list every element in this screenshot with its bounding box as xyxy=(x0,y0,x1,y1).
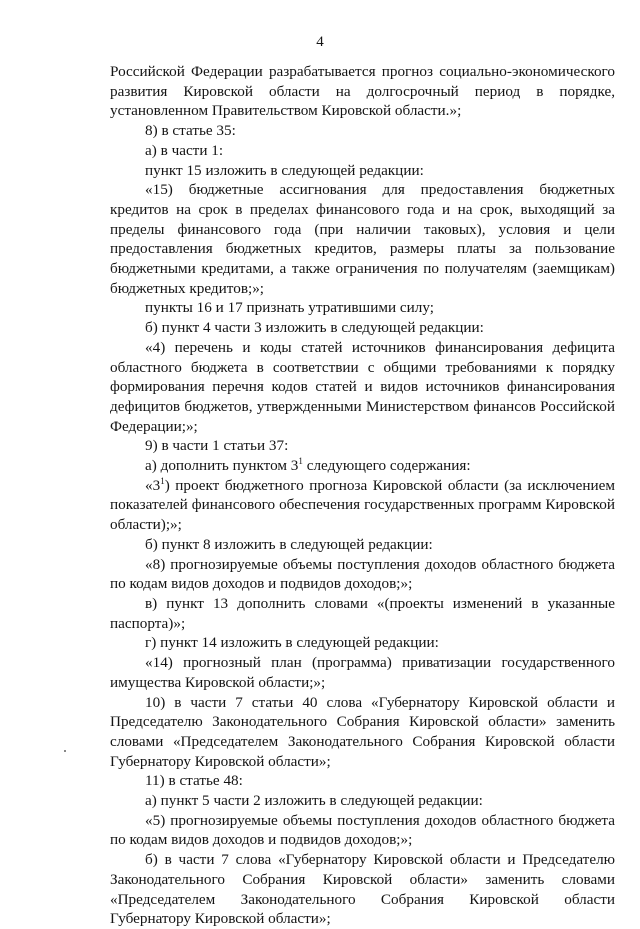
paragraph: Российской Федерации разрабатывается прогноз социально-экономического развития Кировской области на долгосрочный период в порядке, установленном Правительством Кировской области.»; xyxy=(110,63,615,120)
paragraph: 8) в статье 35: xyxy=(145,122,236,140)
paragraph-text: а) дополнить пунктом 3 xyxy=(145,457,299,475)
paragraph: 10) в части 7 статьи 40 слова «Губернатору Кировской области и Председателю Законодательного Собрания Кировской области» заменить словами «Председателем Законодательного Собрания Кировской области Губернатору Кировской области»; xyxy=(110,693,615,770)
paragraph xyxy=(110,456,615,476)
paragraph: пункты 16 и 17 признать утратившими силу; xyxy=(145,299,434,317)
page-number: 4 xyxy=(316,34,324,50)
paragraph-text: «3 xyxy=(145,476,161,494)
paragraph: а) в части 1: xyxy=(145,141,224,159)
scan-speck xyxy=(64,750,66,752)
paragraph-text: следующего содержания: xyxy=(302,457,471,475)
paragraph: г) пункт 14 изложить в следующей редакции: xyxy=(145,634,439,652)
paragraph: «Председателем Законодательного Собрания Кировской области xyxy=(110,890,615,908)
paragraph: 11) в статье 48: xyxy=(145,772,243,790)
paragraph: «5) прогнозируемые объемы поступления доходов областного бюджета по кодам видов доходов и подвидов доходов;»; xyxy=(110,811,615,849)
paragraph: пункт 15 изложить в следующей редакции: xyxy=(145,161,424,179)
paragraph: б) пункт 8 изложить в следующей редакции: xyxy=(145,535,433,553)
paragraph: «4) перечень и коды статей источников финансирования дефицита областного бюджета в соответствии с общими требованиями к порядку формирования перечня кодов статей и видов источников финансирования дефицитов бюджетов, утвержденными Министерством финансов Российской Федерации;»; xyxy=(110,338,615,435)
paragraph: в) пункт 13 дополнить словами «(проекты изменений в указанные паспорта)»; xyxy=(110,594,615,632)
paragraph: б) пункт 4 части 3 изложить в следующей редакции: xyxy=(145,319,484,337)
document-body xyxy=(110,62,615,929)
paragraph-text: ) проект бюджетного прогноза Кировской области (за исключением показателей финансового обеспечения государственных программ Кировской области);»; xyxy=(110,476,615,534)
superscript: 1 xyxy=(160,475,165,486)
paragraph: а) пункт 5 части 2 изложить в следующей редакции: xyxy=(145,792,483,810)
paragraph xyxy=(110,476,615,535)
paragraph: б) в части 7 слова «Губернатору Кировской области и Председателю Законодательного Собрания Кировской области» заменить словами xyxy=(110,851,615,888)
paragraph: Губернатору Кировской области»; xyxy=(110,910,331,928)
paragraph: «14) прогнозный план (программа) приватизации государственного имущества Кировской области;»; xyxy=(110,654,615,691)
paragraph: «8) прогнозируемые объемы поступления доходов областного бюджета по кодам видов доходов и подвидов доходов;»; xyxy=(110,555,615,593)
paragraph: 9) в части 1 статьи 37: xyxy=(145,437,289,455)
superscript: 1 xyxy=(298,456,303,467)
paragraph: «15) бюджетные ассигнования для предоставления бюджетных кредитов на срок в пределах финансового года и на срок, выходящий за пределы финансового года (при наличии таковых), условия и цели предоставления бюджетных кредитов, размеры платы за пользование бюджетными кредитами, а также ограничения по получателям (заемщикам) бюджетных кредитов;»; xyxy=(110,181,615,297)
